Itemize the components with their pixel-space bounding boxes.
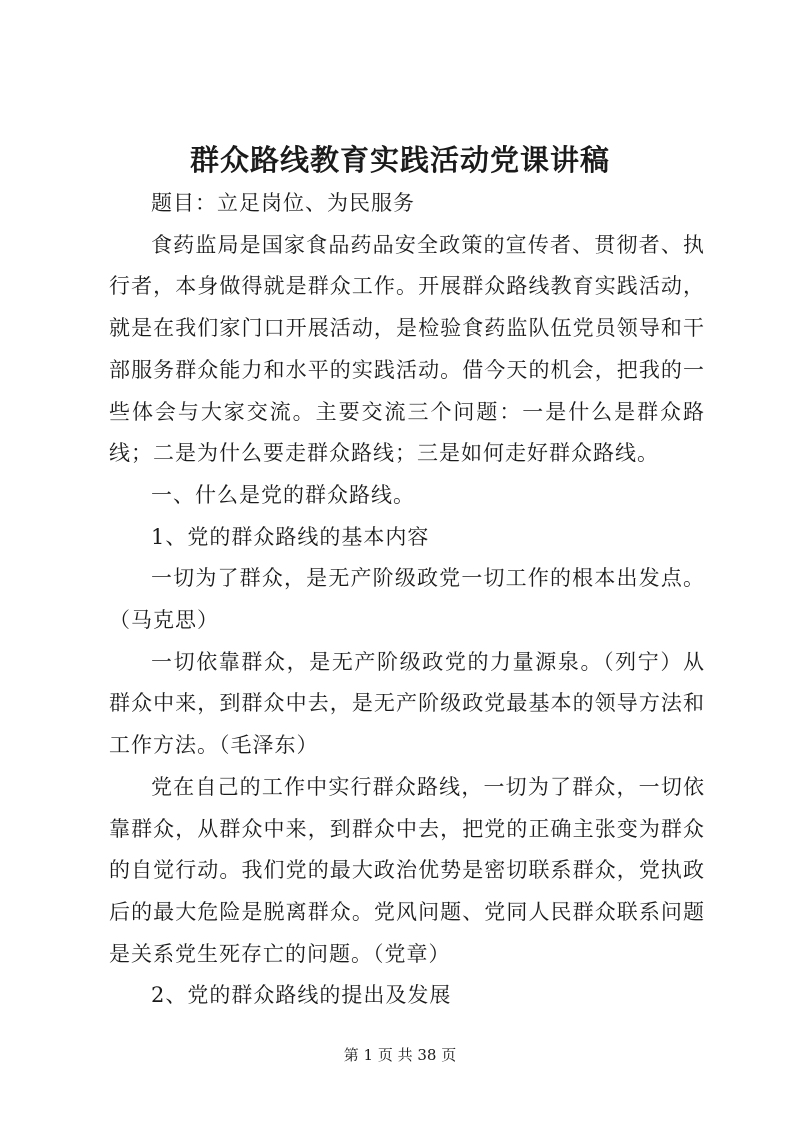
document-body bbox=[109, 183, 705, 1017]
paragraph-party-charter: 党在自己的工作中实行群众路线，一切为了群众，一切依靠群众，从群众中来，到群众中去，把党的正确主张变为群众的自觉行动。我们党的最大政治优势是密切联系群众，党执政后的最大危险是脱离群众。党风问题、党同人民群众联系问题是关系党生死存亡的问题。（党章） bbox=[109, 774, 705, 966]
page-footer: 第 1 页 共 38 页 bbox=[343, 1046, 457, 1064]
subsection-heading-1: 1、党的群众路线的基本内容 bbox=[151, 524, 430, 549]
paragraph-quote-lenin-mao: 一切依靠群众，是无产阶级政党的力量源泉。（列宁）从群众中来，到群众中去，是无产阶级政党最基本的领导方法和工作方法。（毛泽东） bbox=[109, 649, 705, 758]
subsection-heading-2: 2、党的群众路线的提出及发展 bbox=[151, 983, 452, 1008]
section-heading-1: 一、什么是党的群众路线。 bbox=[151, 482, 415, 507]
paragraph-quote-marx: 一切为了群众，是无产阶级政党一切工作的根本出发点。（马克思） bbox=[109, 566, 705, 633]
paragraph-intro: 食药监局是国家食品药品安全政策的宣传者、贯彻者、执行者，本身做得就是群众工作。开展群众路线教育实践活动，就是在我们家门口开展活动，是检验食药监队伍党员领导和干部服务群众能力和水平的实践活动。借今天的机会，把我的一些体会与大家交流。主要交流三个问题：一是什么是群众路线；二是为什么要走群众路线；三是如何走好群众路线。 bbox=[109, 232, 705, 466]
paragraph-topic: 题目：立足岗位、为民服务 bbox=[151, 191, 415, 215]
page-title: 群众路线教育实践活动党课讲稿 bbox=[189, 143, 610, 177]
